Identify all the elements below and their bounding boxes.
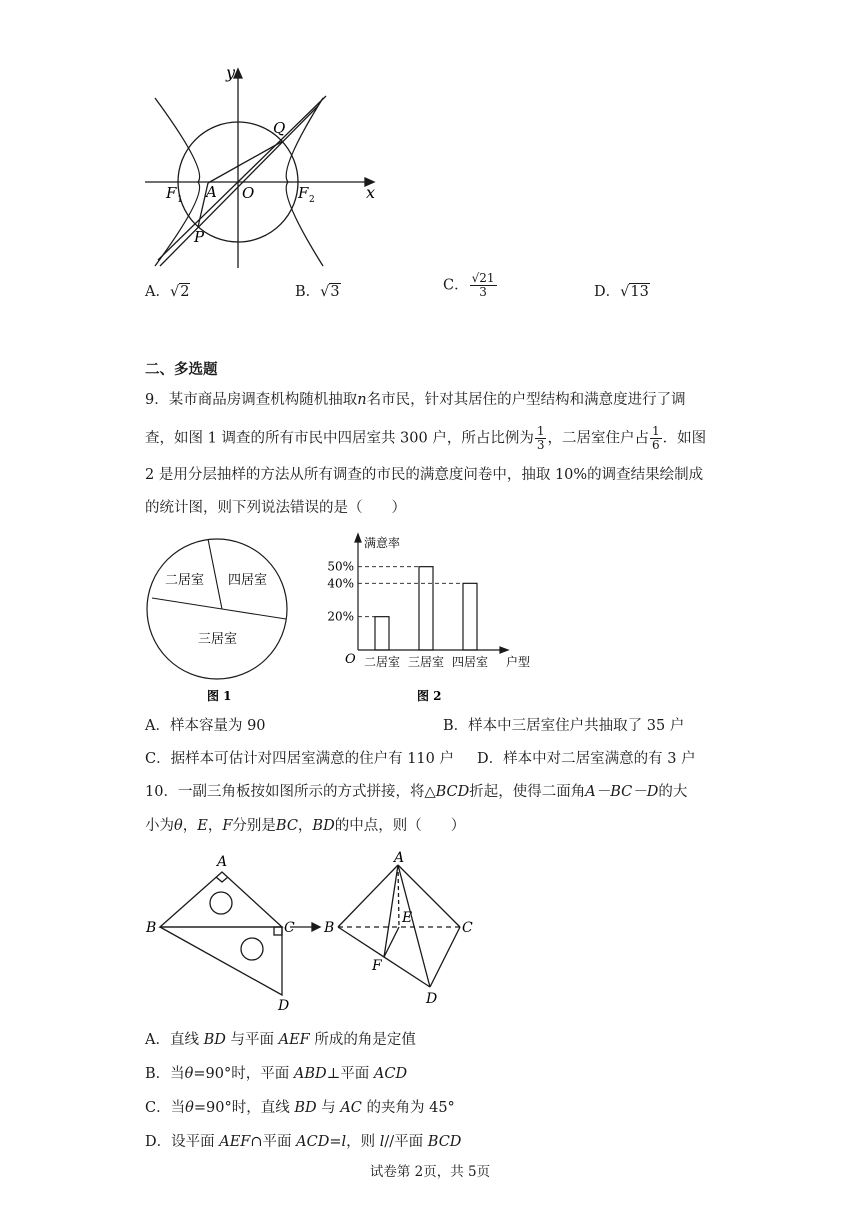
- point-F2-sub: 2: [309, 195, 315, 205]
- radicand: 3: [330, 284, 340, 300]
- right-label-E: E: [402, 910, 413, 926]
- q10-option-c: [145, 1096, 455, 1120]
- q10-line-1: [145, 780, 687, 804]
- y-axis-arrow: [355, 534, 361, 542]
- x-axis-arrow: [500, 647, 508, 653]
- pie-label-four-room: 四居室: [228, 573, 268, 588]
- math: θ: [185, 1100, 194, 1116]
- q10-option-d: [145, 1130, 461, 1154]
- y-tick-label: 20%: [327, 609, 354, 624]
- triangle-abc: [160, 872, 282, 927]
- x-axis-label: 户型: [506, 655, 531, 669]
- math: BD: [294, 1100, 317, 1116]
- triangle-figures: [140, 850, 490, 1020]
- text: B．当: [145, 1066, 185, 1082]
- q8-option-c: [443, 272, 498, 299]
- q10-option-a: [145, 1028, 416, 1052]
- triangle-bcd: [160, 927, 282, 995]
- pie-label-two-room: 二居室: [165, 573, 205, 588]
- fraction-numerator: √21: [471, 271, 495, 285]
- figure-1-caption: 图 1: [207, 689, 232, 703]
- sqrt-expression: √3: [320, 284, 340, 300]
- chart-origin-label: O: [345, 652, 356, 667]
- q9-line-2: [145, 425, 706, 452]
- fraction-one-sixth: [650, 425, 662, 452]
- pie-divider: [152, 598, 222, 609]
- fraction-numerator: 1: [651, 424, 660, 438]
- y-tick-label: 50%: [327, 559, 354, 574]
- math: ACD: [296, 1134, 330, 1150]
- math: BD: [203, 1032, 226, 1048]
- origin-label: O: [242, 184, 255, 202]
- figure-2-caption: 图 2: [417, 689, 442, 703]
- text: D．设平面: [145, 1134, 220, 1150]
- math: l: [341, 1134, 347, 1150]
- q9-option-c: C．据样本可估计对四居室满意的住户有 110 户: [145, 751, 454, 767]
- text: ⊥平面: [326, 1066, 374, 1082]
- bar-2: [419, 567, 433, 650]
- math: BCD: [427, 1134, 462, 1150]
- math-dihedral: A－BC－D: [585, 784, 659, 800]
- math: θ: [184, 1066, 194, 1082]
- right-label-A: A: [394, 850, 405, 866]
- y-axis-label: 满意率: [364, 536, 401, 550]
- text: 与平面: [225, 1032, 279, 1048]
- math: AC: [340, 1100, 362, 1116]
- math: AEF: [278, 1032, 310, 1048]
- sqrt-expression: √2: [169, 284, 190, 300]
- edge-ab: [338, 865, 398, 927]
- text: ．如图: [662, 430, 707, 447]
- point-F2-label: F: [298, 184, 309, 202]
- q9-line-1: [145, 388, 686, 412]
- text: ∩平面: [250, 1134, 297, 1150]
- axis-y-label: y: [226, 63, 236, 82]
- math: AEF: [219, 1134, 251, 1150]
- bar-3: [463, 583, 477, 650]
- triangle-hole: [210, 892, 232, 914]
- text: A．直线: [145, 1032, 204, 1048]
- q9-option-a: A．样本容量为 90: [145, 718, 266, 734]
- page-footer: 试卷第 2页，共 5页: [369, 1164, 491, 1180]
- math-theta: θ: [174, 818, 183, 834]
- right-angle-mark: [274, 927, 282, 935]
- arrow-head: [312, 923, 320, 931]
- pie-label-three-room: 三居室: [198, 632, 238, 647]
- text: 分别是: [232, 818, 276, 834]
- text: 查，如图 1 调查的所有市民中四居室共 300 户，所占比例为: [145, 430, 534, 447]
- math: l: [379, 1134, 385, 1150]
- segment-ae: [398, 865, 399, 927]
- q8-option-b: [295, 281, 341, 303]
- radicand: 21: [479, 271, 495, 285]
- point-F1-sub: 1: [177, 195, 183, 205]
- fraction: [470, 272, 497, 299]
- q9-line-3: 2 是用分层抽样的方法从所有调查的市民的满意度问卷中，抽取 10%的调查结果绘制成: [145, 467, 704, 483]
- right-label-F: F: [372, 958, 382, 974]
- left-label-A: A: [217, 854, 228, 870]
- fraction-numerator: 1: [536, 424, 545, 438]
- math-f: F: [222, 818, 233, 834]
- bar-1: [375, 617, 389, 650]
- left-label-D: D: [278, 998, 290, 1014]
- q9-option-d: D．样本中对二居室满意的有 3 户: [477, 751, 696, 767]
- text: 10．一副三角板按如图所示的方式拼接，将△: [145, 784, 436, 800]
- text: 的夹角为 45°: [361, 1100, 455, 1116]
- point-P-label: P: [194, 228, 205, 246]
- text: =90°时，平面: [193, 1066, 294, 1082]
- hyperbola-figure: [140, 60, 390, 275]
- text: 所成的角是定值: [309, 1032, 416, 1048]
- bar-chart-figure-2: [320, 530, 550, 710]
- sqrt-expression: √13: [620, 284, 649, 300]
- text: 名市民，针对其居住的户型结构和满意度进行了调: [366, 392, 686, 408]
- option-letter: D．: [594, 284, 621, 300]
- text: 的中点，则（ ）: [334, 818, 466, 834]
- option-letter: B．: [295, 284, 321, 300]
- text: 的大: [658, 784, 688, 800]
- axis-x-label: x: [366, 183, 376, 202]
- text: ，: [182, 818, 198, 834]
- y-tick-label: 40%: [327, 576, 354, 591]
- right-angle-mark: [216, 877, 228, 882]
- math-e: E: [197, 818, 208, 834]
- variable-n: n: [357, 392, 367, 408]
- math-bc: BC: [275, 818, 298, 834]
- q10-option-b: [145, 1062, 407, 1086]
- text: 折起，使得二面角: [469, 784, 586, 800]
- fraction-denominator: 6: [651, 438, 660, 452]
- left-label-C: C: [284, 920, 295, 936]
- x-tick-label: 三居室: [407, 655, 445, 669]
- q9-option-b: B．样本中三居室住户共抽取了 35 户: [443, 718, 685, 734]
- point-Q-label: Q: [273, 119, 286, 137]
- point-A-label: A: [206, 183, 217, 201]
- triangle-hole: [241, 938, 263, 960]
- text: ，二居室住户占: [547, 430, 649, 447]
- q10-line-2: [145, 814, 465, 838]
- math: ABD: [293, 1066, 327, 1082]
- math-bcd: BCD: [435, 784, 470, 800]
- x-tick-label: 四居室: [451, 655, 489, 669]
- radicand: 13: [630, 284, 649, 300]
- right-label-C: C: [462, 920, 473, 936]
- point-F1-label: F: [166, 184, 177, 202]
- section-title: 二、多选题: [145, 362, 218, 378]
- math-bd: BD: [312, 818, 335, 834]
- q8-option-a: [145, 281, 190, 303]
- fraction-denominator: 3: [479, 285, 487, 299]
- option-letter: C．: [443, 277, 469, 294]
- text: C．当: [145, 1100, 186, 1116]
- left-label-B: B: [146, 920, 157, 936]
- text: =: [329, 1134, 342, 1150]
- text: =90°时，直线: [193, 1100, 295, 1116]
- text: 9．某市商品房调查机构随机抽取: [145, 392, 358, 408]
- pie-divider: [222, 609, 286, 619]
- text: ，则: [346, 1134, 380, 1150]
- option-letter: A．: [145, 284, 170, 300]
- right-label-D: D: [426, 991, 438, 1007]
- edge-cd: [430, 927, 460, 987]
- fraction-denominator: 3: [536, 438, 545, 452]
- pie-chart-figure-1: [145, 530, 295, 710]
- pie-divider: [208, 539, 222, 609]
- x-tick-label: 二居室: [363, 655, 401, 669]
- q8-option-d: [594, 281, 650, 303]
- text: ，: [297, 818, 313, 834]
- radicand: 2: [180, 284, 190, 300]
- right-label-B: B: [324, 920, 335, 936]
- text: ，: [207, 818, 223, 834]
- math: ACD: [373, 1066, 408, 1082]
- fraction-one-third: [535, 425, 547, 452]
- text: 小为: [145, 818, 174, 834]
- text: 与: [316, 1100, 341, 1116]
- text: //平面: [384, 1134, 428, 1150]
- q9-line-4: 的统计图，则下列说法错误的是（ ）: [145, 500, 406, 516]
